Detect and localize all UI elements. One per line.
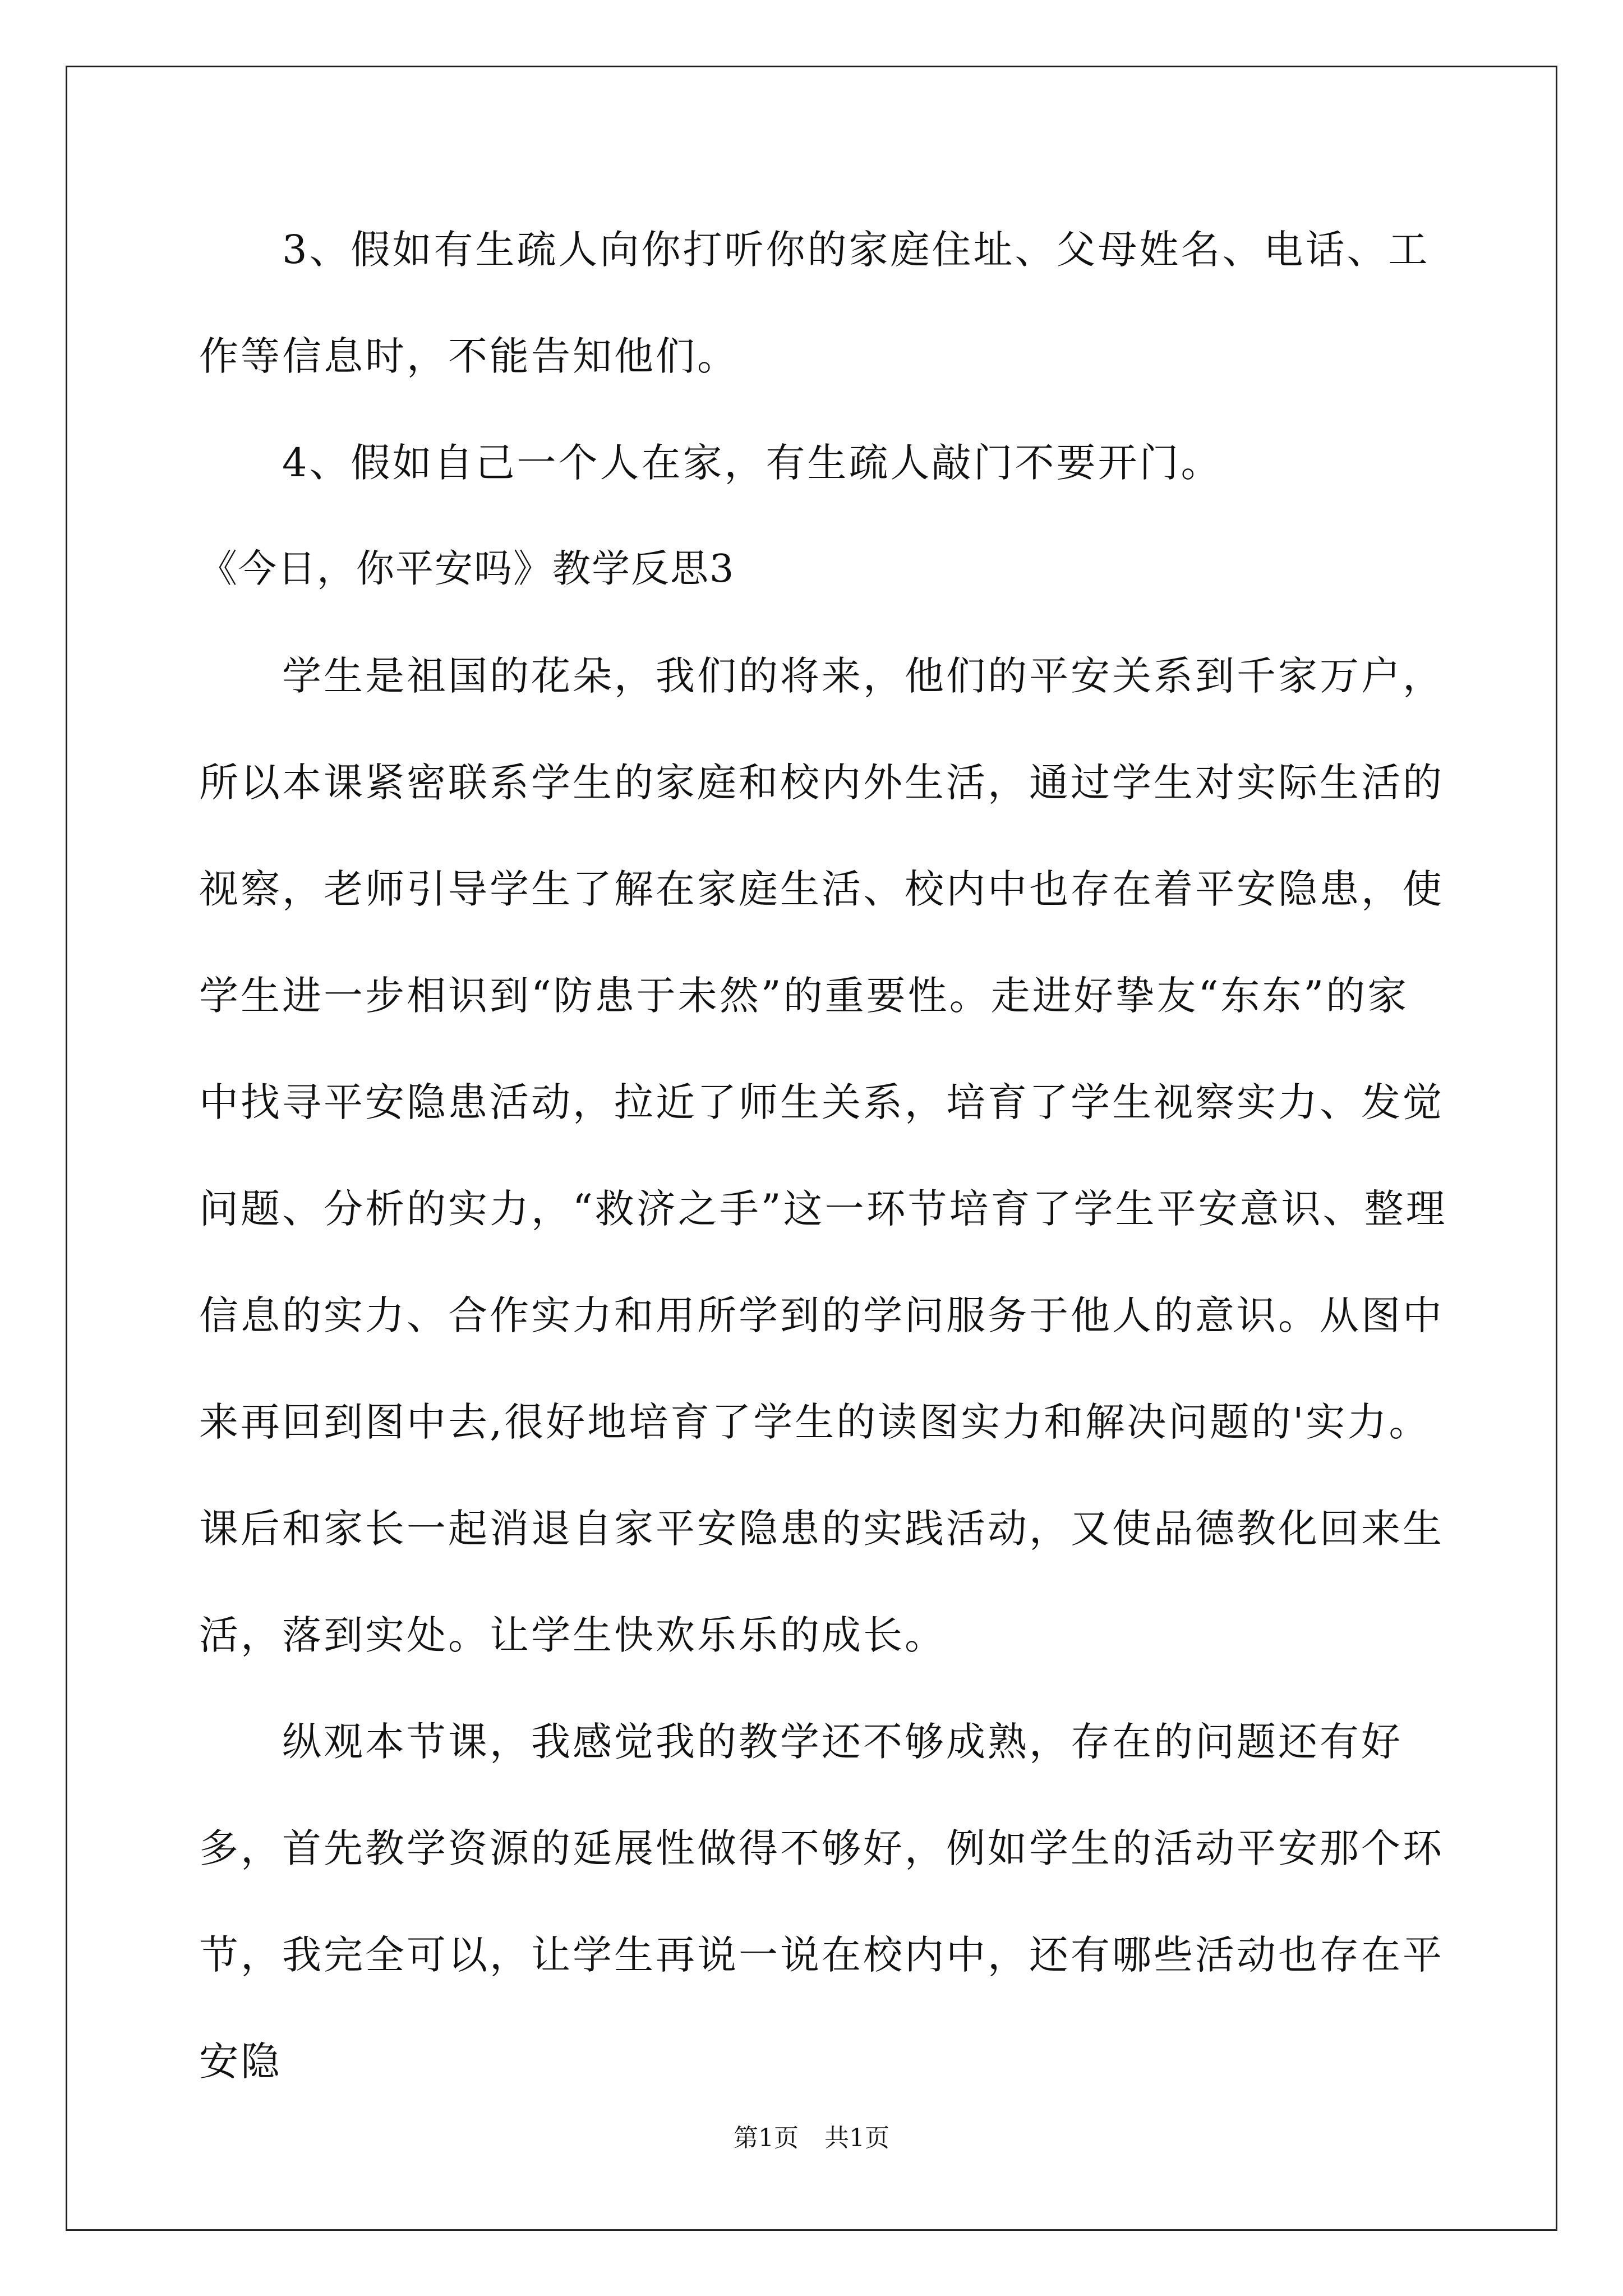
paragraph-item-3: 3、假如有生疏人向你打听你的家庭住址、父母姓名、电话、工作等信息时，不能告知他们。 — [199, 227, 1430, 379]
paragraph-item-4: 4、假如自己一个人在家，有生疏人敲门不要开门。 — [282, 440, 1223, 486]
page-total: 共1页 — [824, 2124, 889, 2152]
page-footer — [0, 2122, 1623, 2155]
page-number: 第1页 — [734, 2124, 799, 2152]
paragraph-review: 纵观本节课，我感觉我的教学还不够成熟，存在的问题还有好多，首先教学资源的延展性做得不够好，例如学生的活动平安那个环节，我完全可以，让学生再说一说在校内中，还有哪些活动也存在平安隐 — [199, 1719, 1444, 2085]
section-heading: 《今日，你平安吗》教学反思3 — [199, 547, 735, 591]
paragraph-reflection: 学生是祖国的花朵，我们的将来，他们的平安关系到千家万户，所以本课紧密联系学生的家庭和校内外生活，通过学生对实际生活的视察，老师引导学生了解在家庭生活、校内中也存在着平安隐患，使学生进一步相识到“防患于未然”的重要性。走进好挚友“东东”的家中找寻平安隐患活动，拉近了师生关系，培育了学生视察实力、发觉问题、分析的实力，“救济之手”这一环节培育了学生平安意识、整理信息的实力、合作实力和用所学到的学问服务于他人的意识。从图中来再回到图中去,很好地培育了学生的读图实力和解决问题的'实力。课后和家长一起消退自家平安隐患的实践活动，又使品德教化回来生活，落到实处。让学生快欢乐乐的成长。 — [199, 653, 1447, 1658]
